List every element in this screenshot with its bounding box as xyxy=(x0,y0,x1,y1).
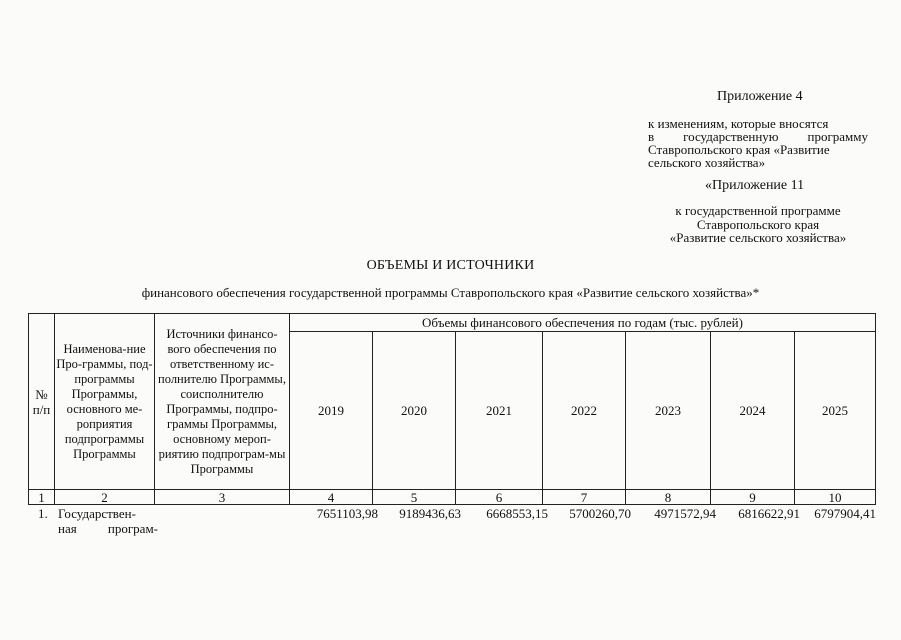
column-number: 3 xyxy=(155,490,290,505)
column-number: 5 xyxy=(373,490,456,505)
appendix11-note xyxy=(648,204,868,245)
column-number: 9 xyxy=(711,490,795,505)
column-number: 8 xyxy=(626,490,711,505)
row-name-line: ная програм- xyxy=(58,521,158,536)
row-value: 9189436,63 xyxy=(399,506,461,521)
appendix-note-line: Ставропольского края «Развитие xyxy=(648,142,830,157)
appendix-note xyxy=(648,117,868,169)
column-number: 10 xyxy=(795,490,876,505)
header-volumes: Объемы финансового обеспечения по годам (тыс. рублей) xyxy=(290,314,876,332)
appendix-title: Приложение 4 xyxy=(717,89,803,104)
header-name: Наименова-ние Про-граммы, под-программы Программы, основного ме-роприятия подпрограммы Программы xyxy=(55,314,155,490)
column-number: 2 xyxy=(55,490,155,505)
document-subtitle: финансового обеспечения государственной программы Ставропольского края «Развитие сельского хозяйства»* xyxy=(141,285,760,300)
row-value: 6797904,41 xyxy=(814,506,876,521)
header-sources: Источники финансо-вого обеспечения по ответственному ис-полнителю Программы, соисполнителю Программы, подпро-граммы Программы, основному мероп-риятию подпрограм-мы Программы xyxy=(155,314,290,490)
row-number: 1. xyxy=(38,506,48,521)
header-year: 2019 xyxy=(290,332,373,490)
column-number: 1 xyxy=(29,490,55,505)
appendix11-note-line: к государственной программе xyxy=(675,203,841,218)
appendix11-note-line: «Развитие сельского хозяйства» xyxy=(669,230,847,245)
document-title: ОБЪЕМЫ И ИСТОЧНИКИ xyxy=(366,258,535,273)
header-year: 2025 xyxy=(795,332,876,490)
row-value: 6668553,15 xyxy=(486,506,548,521)
column-number: 7 xyxy=(543,490,626,505)
row-value: 6816622,91 xyxy=(738,506,800,521)
appendix-note-line: в государственную программу xyxy=(648,129,868,144)
financing-table xyxy=(28,313,876,505)
row-value: 4971572,94 xyxy=(654,506,716,521)
row-name-line: Государствен- xyxy=(58,506,136,521)
header-year: 2020 xyxy=(373,332,456,490)
header-year: 2024 xyxy=(711,332,795,490)
row-value: 5700260,70 xyxy=(569,506,631,521)
header-number: № п/п xyxy=(29,314,55,490)
row-value: 7651103,98 xyxy=(316,506,378,521)
appendix11-title: «Приложение 11 xyxy=(705,178,805,193)
appendix-note-line: сельского хозяйства» xyxy=(648,155,766,170)
header-year: 2023 xyxy=(626,332,711,490)
column-number: 4 xyxy=(290,490,373,505)
appendix-note-line: к изменениям, которые вносятся xyxy=(648,116,829,131)
row-name xyxy=(58,506,158,536)
header-year: 2021 xyxy=(456,332,543,490)
header-year: 2022 xyxy=(543,332,626,490)
appendix11-note-line: Ставропольского края xyxy=(696,216,820,232)
column-number: 6 xyxy=(456,490,543,505)
